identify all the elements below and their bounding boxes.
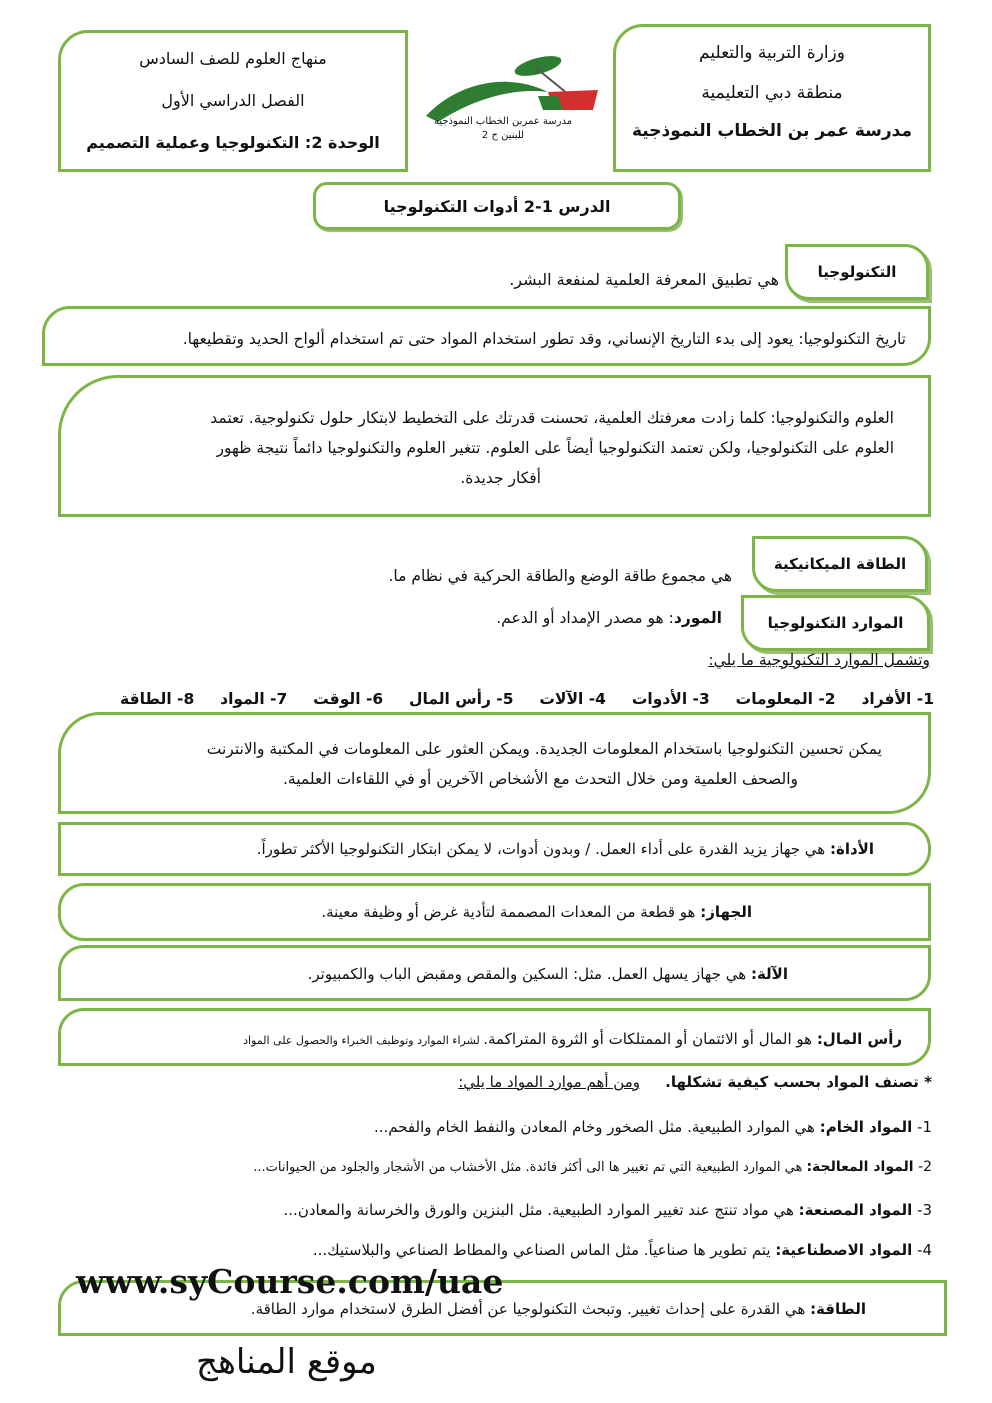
capital-text	[243, 1029, 902, 1051]
resource-term: المورد	[673, 609, 722, 627]
material-item-1	[374, 1117, 932, 1137]
mechanical-energy-definition: هي مجموع طاقة الوضع والطاقة الحركية في نظام ما.	[388, 567, 732, 585]
energy-term: الطاقة:	[810, 1300, 866, 1318]
resources-list	[120, 690, 934, 714]
machine-text	[308, 964, 788, 984]
resources-includes: وتشمل الموارد التكنولوجية ما يلي:	[708, 651, 930, 669]
zone-name: منطقة دبي التعليمية	[701, 83, 843, 103]
material-term: المواد الخام:	[819, 1118, 913, 1136]
resource-item: 8- الطاقة	[120, 690, 195, 708]
material-desc: يتم تطوير ها صناعياً. مثل الماس الصناعي والمطاط الصناعي والبلاستيك...	[312, 1241, 776, 1259]
information-line-2: والصحف العلمية ومن خلال التحدث مع الأشخاص الآخرين أو في اللقاءات العلمية.	[283, 770, 798, 788]
resource-item: 4- الآلات	[539, 690, 606, 708]
material-term: المواد المعالجة:	[806, 1159, 914, 1175]
material-num: 3-	[917, 1201, 932, 1219]
header-right-box	[613, 24, 931, 172]
tech-resources-label: الموارد التكنولوجيا	[741, 595, 930, 651]
capital-term: رأس المال:	[816, 1030, 902, 1048]
device-text	[321, 902, 752, 922]
lesson-title-box	[313, 182, 681, 230]
technology-label: التكنولوجيا	[785, 244, 929, 300]
material-term: المواد الاصطناعية:	[775, 1241, 913, 1259]
energy-desc: هي القدرة على إحداث تغيير. وتبحث التكنولوجيا عن أفضل الطرق لاستخدام موارد الطاقة.	[250, 1300, 811, 1318]
material-item-4	[313, 1240, 932, 1260]
material-num: 1-	[917, 1118, 932, 1136]
material-item-3	[284, 1200, 932, 1220]
material-desc: هي الموارد الطبيعية التي تم تغيير ها الى أكثر فائدة. مثل الأخشاب من الأشجار والجلود من الحيوانات...	[253, 1160, 807, 1175]
capital-box	[58, 1008, 931, 1066]
device-term: الجهاز:	[700, 903, 752, 921]
resource-item: 5- رأس المال	[409, 690, 514, 708]
material-term: المواد المصنعة:	[798, 1201, 913, 1219]
information-box	[58, 712, 931, 814]
device-desc: هو قطعة من المعدات المصممة لتأدية غرض أو وظيفة معينة.	[321, 903, 701, 921]
history-box	[42, 306, 931, 366]
material-item-2	[253, 1157, 932, 1178]
resource-definition	[496, 608, 722, 628]
history-text: تاريخ التكنولوجيا: يعود إلى بدء التاريخ الإنساني، وقد تطور استخدام المواد حتى تم استخدام ألواح الحديد وتقطيعها.	[182, 330, 906, 348]
curriculum-title: منهاج العلوم للصف السادس	[139, 49, 327, 68]
material-num: 2-	[918, 1159, 932, 1175]
information-line-1: يمكن تحسين التكنولوجيا باستخدام المعلومات الجديدة. ويمكن العثور على المعلومات في المكتبة والانترنت	[206, 740, 882, 758]
device-box	[58, 883, 931, 941]
material-num: 4-	[917, 1241, 932, 1259]
science-tech-line-3: أفكار جديدة.	[460, 469, 541, 487]
watermark-site: موقع المناهج	[196, 1342, 377, 1382]
science-tech-line-2: العلوم على التكنولوجيا، ولكن تعتمد التكنولوجيا أيضاً على العلوم. تتغير العلوم والتكنولوجيا دائماً نتيجة ظهور	[216, 439, 894, 457]
materials-important: ومن أهم موارد المواد ما يلي:	[458, 1073, 640, 1091]
machine-desc: هي جهاز يسهل العمل. مثل: السكين والمقص ومقبض الباب والكمبيوتر.	[307, 965, 751, 983]
tool-box	[58, 822, 931, 876]
resource-item: 7- المواد	[220, 690, 288, 708]
tool-term: الأداة:	[829, 840, 874, 858]
logo-text-1: مدرسة عمربن الخطاب النموذجيه	[433, 116, 573, 127]
science-tech-box	[58, 375, 931, 517]
science-tech-line-1: العلوم والتكنولوجيا: كلما زادت معرفتك العلمية، تحسنت قدرتك على التخطيط لابتكار حلول تكنولوجية. تعتمد	[210, 409, 894, 427]
resource-item: 3- الأدوات	[631, 690, 710, 708]
energy-text	[251, 1299, 866, 1319]
resource-def: : هو مصدر الإمداد أو الدعم.	[496, 609, 674, 627]
lesson-title: الدرس 1-2 أدوات التكنولوجيا	[383, 197, 611, 216]
resource-item: 6- الوقت	[313, 690, 384, 708]
material-desc: هي الموارد الطبيعية. مثل الصخور وخام المعادن والنفط الخام والفحم...	[373, 1118, 820, 1136]
ministry-name: وزارة التربية والتعليم	[699, 43, 845, 63]
unit-title: الوحدة 2: التكنولوجيا وعملية التصميم	[86, 133, 380, 152]
technology-definition: هي تطبيق المعرفة العلمية لمنفعة البشر.	[509, 270, 779, 289]
mechanical-energy-label: الطاقة الميكانيكية	[752, 536, 928, 592]
materials-classify	[665, 1072, 932, 1092]
material-desc: هي مواد تنتج عند تغيير الموارد الطبيعية. مثل البنزين والورق والخرسانة والمعادن...	[283, 1201, 799, 1219]
header-left-box	[58, 30, 408, 172]
logo-text-2: للبنين ح 2	[481, 130, 525, 141]
capital-desc: هو المال أو الائتمان أو الممتلكات أو الثروة المتراكمة.	[483, 1030, 817, 1048]
capital-note: لشراء الموارد وتوظيف الخبراء والحصول على المواد	[243, 1034, 484, 1047]
machine-term: الآلة:	[750, 965, 788, 983]
tool-text	[257, 839, 874, 859]
watermark-url: www.syCourse.com/uae	[76, 1262, 504, 1301]
resource-item: 2- المعلومات	[735, 690, 836, 708]
tool-desc: هي جهاز يزيد القدرة على أداء العمل. / وبدون أدوات، لا يمكن ابتكار التكنولوجيا الأكثر تطوراً.	[256, 840, 830, 858]
machine-box	[58, 945, 931, 1001]
materials-classify-text: * تصنف المواد بحسب كيفية تشكلها.	[665, 1073, 932, 1091]
school-logo	[418, 52, 608, 148]
semester-title: الفصل الدراسي الأول	[161, 91, 305, 110]
resource-item: 1- الأفراد	[861, 690, 934, 708]
school-name: مدرسة عمر بن الخطاب النموذجية	[631, 121, 913, 141]
